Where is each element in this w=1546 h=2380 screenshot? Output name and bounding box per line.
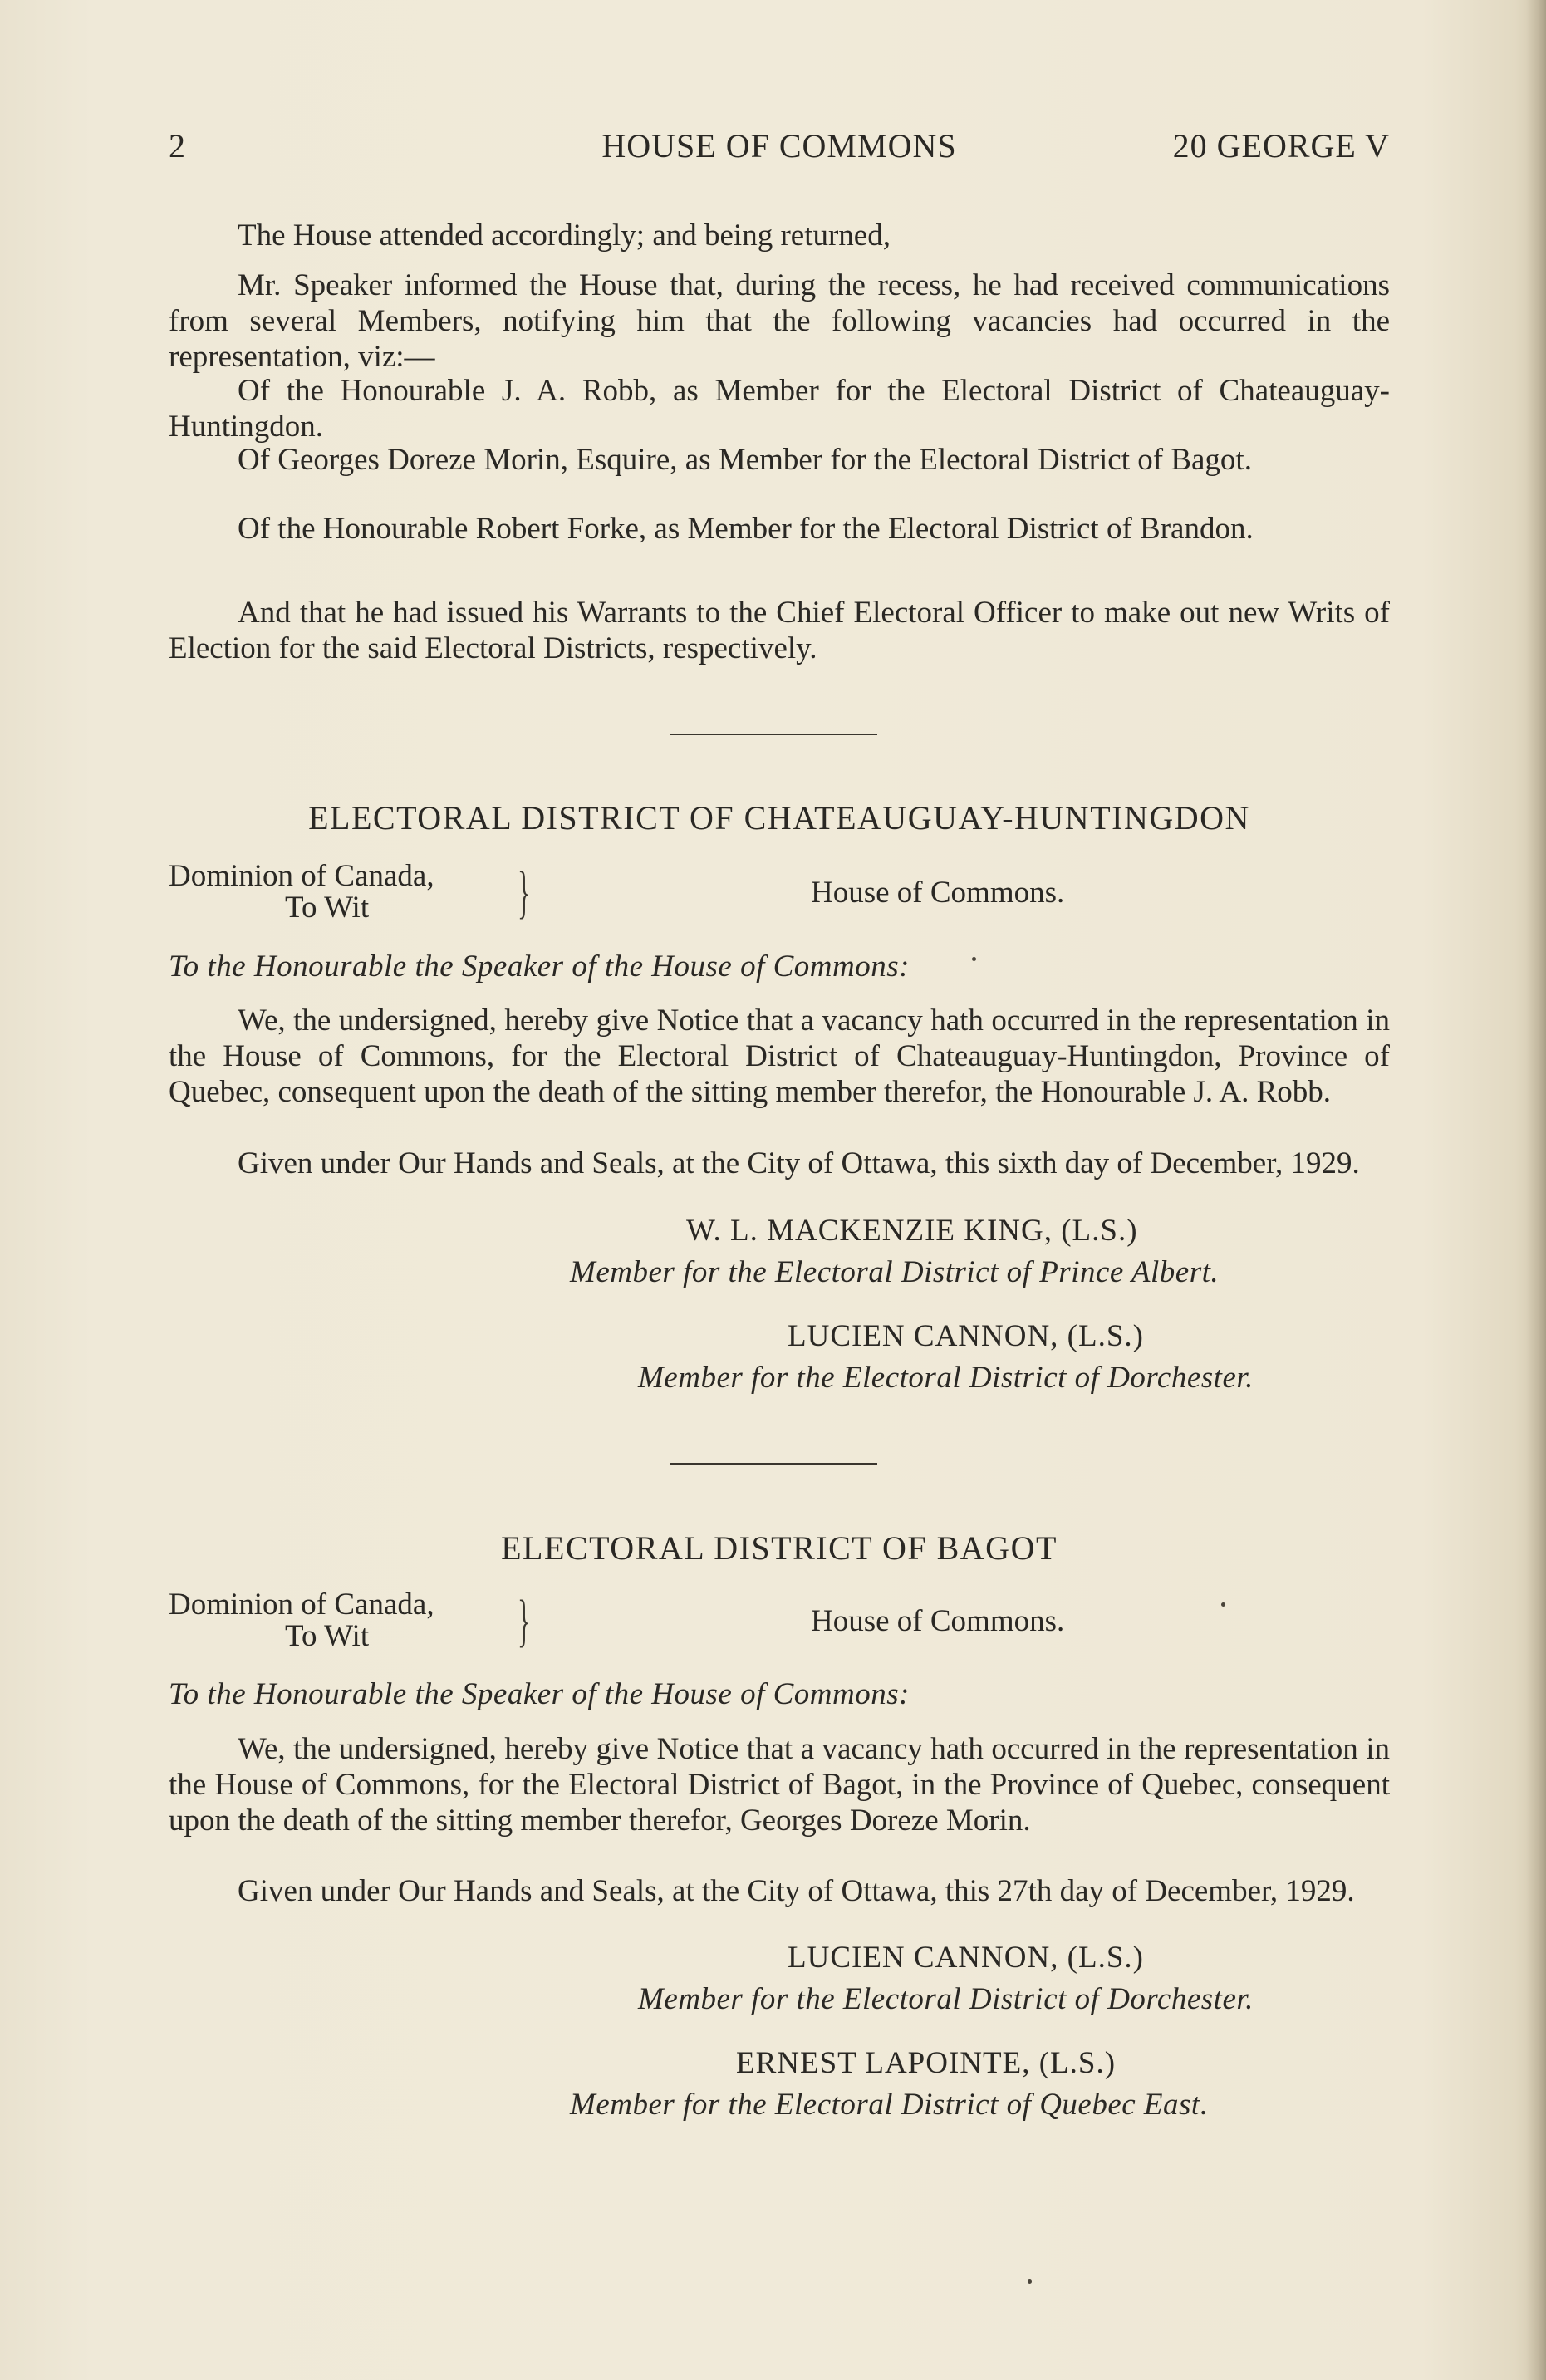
signatory-role: Member for the Electoral District of Prince Albert.: [570, 1255, 1220, 1289]
intro-paragraph-4: Of Georges Doreze Morin, Esquire, as Member for the Electoral District of Bagot.: [238, 443, 1252, 477]
notice-body: We, the undersigned, hereby give Notice that a vacancy hath occurred in the representation in the House of Commons, for the Electoral District of Chateauguay-Huntingdon, Province of Quebec, consequent upon the death of the sitting member therefor, the Honourable J. A. Robb.: [169, 1004, 1390, 1109]
signatory-role: Member for the Electoral District of Dorchester.: [638, 1982, 1254, 2016]
section-divider: [670, 734, 877, 735]
print-speck: [1221, 1602, 1225, 1607]
print-speck: [972, 957, 976, 961]
house-label: House of Commons.: [811, 876, 1065, 910]
brace-icon: }: [518, 861, 531, 925]
signatory-role: Member for the Electoral District of Dorchester.: [638, 1361, 1254, 1395]
given-line: Given under Our Hands and Seals, at the City of Ottawa, this 27th day of December, 1929.: [238, 1874, 1355, 1908]
print-speck: [1028, 2279, 1032, 2284]
running-header: [169, 126, 1390, 168]
dominion-block: [169, 858, 1390, 933]
page-number: 2: [169, 127, 186, 164]
house-label: House of Commons.: [811, 1604, 1065, 1638]
signatory-name: W. L. MACKENZIE KING, (L.S.): [686, 1214, 1138, 1248]
signatory-name: ERNEST LAPOINTE, (L.S.): [736, 2046, 1117, 2080]
salutation: To the Honourable the Speaker of the House of Commons:: [169, 950, 910, 984]
section-divider: [670, 1463, 877, 1465]
signatory-name: LUCIEN CANNON, (L.S.): [788, 1319, 1144, 1353]
signatory-name: LUCIEN CANNON, (L.S.): [788, 1941, 1144, 1975]
intro-paragraph-1: The House attended accordingly; and being returned,: [238, 218, 891, 253]
to-wit-label: To Wit: [285, 1619, 370, 1653]
section-title-bagot: ELECTORAL DISTRICT OF BAGOT: [501, 1529, 1058, 1567]
dominion-label: Dominion of Canada,: [169, 859, 434, 893]
salutation: To the Honourable the Speaker of the House of Commons:: [169, 1677, 910, 1711]
intro-paragraph-2: Mr. Speaker informed the House that, during the recess, he had received communications from several Members, notifying him that the following vacancies had occurred in the representation, viz:—: [169, 268, 1390, 374]
dominion-label: Dominion of Canada,: [169, 1587, 434, 1622]
to-wit-label: To Wit: [285, 891, 370, 925]
intro-paragraph-5: Of the Honourable Robert Forke, as Member for the Electoral District of Brandon.: [238, 512, 1254, 546]
page-edge-shadow: [1526, 0, 1546, 2380]
notice-body: We, the undersigned, hereby give Notice that a vacancy hath occurred in the representation in the House of Commons, for the Electoral District of Bagot, in the Province of Quebec, consequent upon the death of the sitting member therefor, Georges Doreze Morin.: [169, 1732, 1390, 1838]
header-reign: 20 GEORGE V: [1172, 127, 1390, 164]
brace-icon: }: [518, 1589, 531, 1653]
intro-paragraph-3: Of the Honourable J. A. Robb, as Member for the Electoral District of Chateauguay-Huntingdon.: [169, 374, 1390, 444]
dominion-block: [169, 1587, 1390, 1661]
section-title-chateauguay: ELECTORAL DISTRICT OF CHATEAUGUAY-HUNTINGDON: [308, 799, 1250, 837]
intro-paragraph-6: And that he had issued his Warrants to the Chief Electoral Officer to make out new Writs of Election for the said Electoral Districts, respectively.: [169, 596, 1390, 665]
signatory-role: Member for the Electoral District of Quebec East.: [570, 2088, 1209, 2122]
given-line: Given under Our Hands and Seals, at the City of Ottawa, this sixth day of December, 1929.: [238, 1146, 1360, 1180]
header-title: HOUSE OF COMMONS: [601, 127, 957, 164]
